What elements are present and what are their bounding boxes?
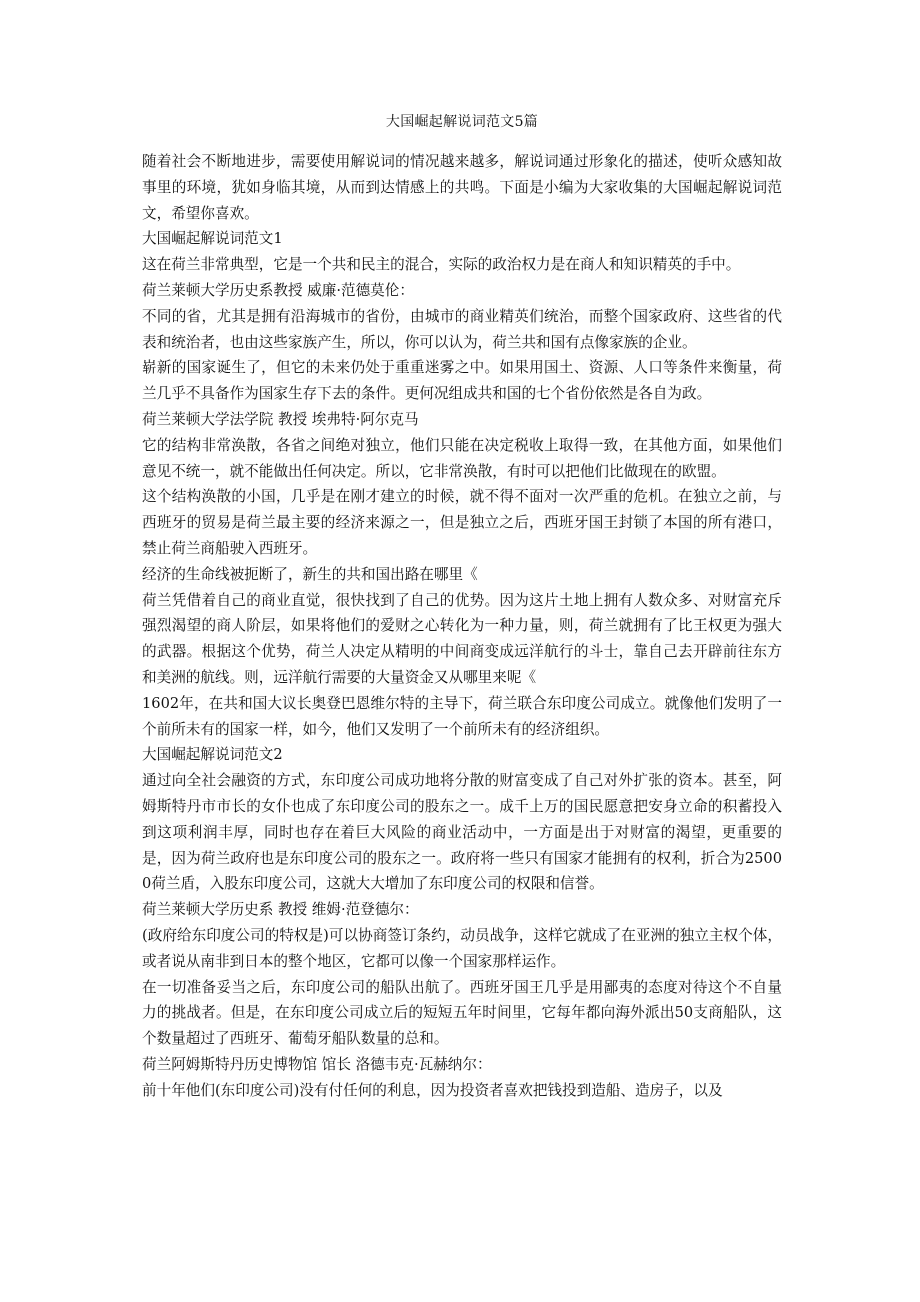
body-paragraph: 1602年，在共和国大议长奥登巴恩维尔特的主导下，荷兰联合东印度公司成立。就像他们发明了一个前所未有的国家一样，如今，他们又发明了一个前所未有的经济组织。	[142, 694, 782, 738]
speaker-label: 荷兰莱顿大学法学院 教授 埃弗特·阿尔克马	[142, 410, 419, 428]
body-paragraph: 经济的生命线被扼断了，新生的共和国出路在哪里《	[142, 565, 478, 583]
intro-paragraph: 随着社会不断地进步，需要使用解说词的情况越来越多，解说词通过形象化的描述，使听众感知故事里的环境，犹如身临其境，从而到达情感上的共鸣。下面是小编为大家收集的大国崛起解说词范文，希望你喜欢。	[142, 153, 782, 222]
body-paragraph: 它的结构非常涣散，各省之间绝对独立，他们只能在决定税收上取得一致，在其他方面，如果他们意见不统一，就不能做出任何决定。所以，它非常涣散，有时可以把他们比做现在的欧盟。	[142, 436, 782, 480]
body-paragraph: (政府给东印度公司的特权是)可以协商签订条约，动员战争，这样它就成了在亚洲的独立主权个体，或者说从南非到日本的整个地区，它都可以像一个国家那样运作。	[142, 926, 782, 970]
body-paragraph: 不同的省，尤其是拥有沿海城市的省份，由城市的商业精英们统治，而整个国家政府、这些省的代表和统治者，也由这些家族产生，所以，你可以认为，荷兰共和国有点像家族的企业。	[142, 307, 782, 351]
section-heading-2: 大国崛起解说词范文2	[142, 746, 283, 764]
speaker-label: 荷兰莱顿大学历史系教授 威廉·范德莫伦：	[142, 281, 414, 299]
document-title: 大国崛起解说词范文5篇	[385, 114, 539, 130]
speaker-label: 荷兰阿姆斯特丹历史博物馆 馆长 洛德韦克·瓦赫纳尔：	[142, 1055, 492, 1073]
body-paragraph: 这在荷兰非常典型，它是一个共和民主的混合，实际的政治权力是在商人和知识精英的手中。	[142, 256, 741, 274]
body-paragraph: 荷兰凭借着自己的商业直觉，很快找到了自己的优势。因为这片土地上拥有人数众多、对财富充斥强烈渴望的商人阶层，如果将他们的爱财之心转化为一种力量，则，荷兰就拥有了比王权更为强大的武器。根据这个优势，荷兰人决定从精明的中间商变成远洋航行的斗士，靠自己去开辟前往东方和美洲的航线。则，远洋航行需要的大量资金又从哪里来呢《	[142, 591, 782, 686]
body-paragraph: 在一切准备妥当之后，东印度公司的船队出航了。西班牙国王几乎是用鄙夷的态度对待这个不自量力的挑战者。但是，在东印度公司成立后的短短五年时间里，它每年都向海外派出50支商船队，这个数量超过了西班牙、葡萄牙船队数量的总和。	[142, 978, 782, 1048]
section-heading-1: 大国崛起解说词范文1	[142, 230, 283, 248]
document-page	[142, 112, 782, 1103]
body-paragraph: 通过向全社会融资的方式，东印度公司成功地将分散的财富变成了自己对外扩张的资本。甚至，阿姆斯特丹市市长的女仆也成了东印度公司的股东之一。成千上万的国民愿意把安身立命的积蓄投入到这项利润丰厚，同时也存在着巨大风险的商业活动中，一方面是出于对财富的渴望，更重要的是，因为荷兰政府也是东印度公司的股东之一。政府将一些只有国家才能拥有的权利，折合为25000荷兰盾，入股东印度公司，这就大大增加了东印度公司的权限和信誉。	[142, 772, 782, 893]
speaker-label: 荷兰莱顿大学历史系 教授 维姆·范登德尔：	[142, 901, 419, 919]
body-paragraph: 前十年他们(东印度公司)没有付任何的利息，因为投资者喜欢把钱投到造船、造房子，以及	[142, 1081, 723, 1099]
body-paragraph: 这个结构涣散的小国，几乎是在刚才建立的时候，就不得不面对一次严重的危机。在独立之前，与西班牙的贸易是荷兰最主要的经济来源之一，但是独立之后，西班牙国王封锁了本国的所有港口，禁止荷兰商船驶入西班牙。	[142, 488, 782, 557]
body-paragraph: 崭新的国家诞生了，但它的未来仍处于重重迷雾之中。如果用国土、资源、人口等条件来衡量，荷兰几乎不具备作为国家生存下去的条件。更何况组成共和国的七个省份依然是各自为政。	[142, 359, 782, 403]
document-body	[142, 149, 782, 1103]
